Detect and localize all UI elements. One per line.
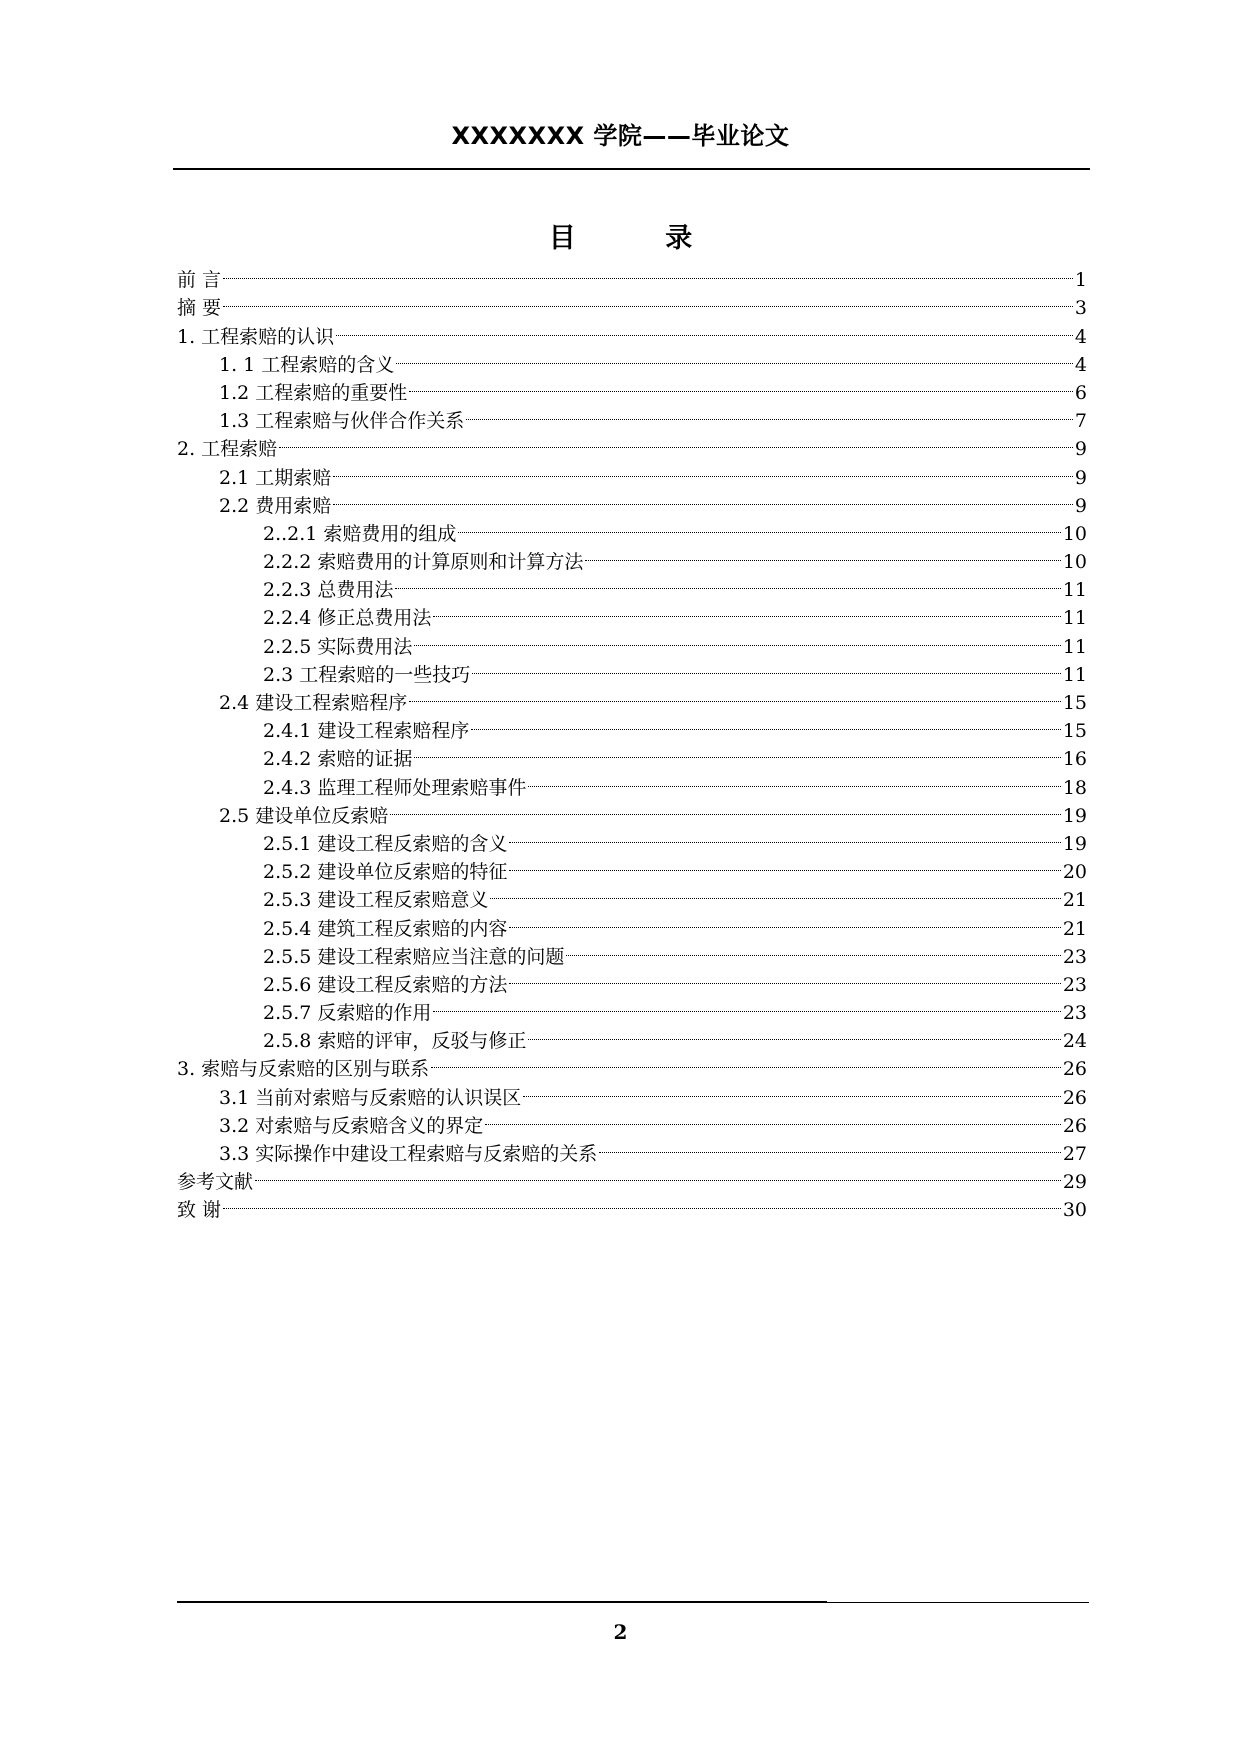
toc-dot-leader — [390, 794, 1061, 822]
toc-entry-page: 30 — [1062, 1199, 1087, 1222]
toc-entry-page: 15 — [1062, 692, 1087, 714]
toc-entry-page: 6 — [1074, 381, 1087, 404]
toc-entry-page: 29 — [1062, 1171, 1087, 1194]
toc-entry-title: 2.5.8 索赔的评审，反驳与修正 — [263, 1030, 527, 1053]
toc-entry-page: 1 — [1074, 269, 1087, 292]
toc-dot-leader — [223, 1188, 1061, 1216]
toc-entry-page: 10 — [1062, 522, 1087, 545]
toc-dot-leader — [599, 1132, 1061, 1160]
toc-entry[interactable] — [177, 314, 1087, 348]
toc-entry-title: 2..2.1 索赔费用的组成 — [263, 522, 457, 545]
toc-entry[interactable] — [177, 427, 1087, 461]
toc-dot-leader — [509, 963, 1060, 991]
toc-dot-leader — [509, 822, 1060, 850]
toc-dot-leader — [279, 427, 1073, 455]
toc-entry-page: 24 — [1062, 1030, 1087, 1053]
toc-entry-page: 27 — [1062, 1143, 1087, 1165]
toc-entry-title: 2.4.1 建设工程索赔程序 — [263, 720, 470, 743]
toc-dot-leader — [471, 709, 1060, 737]
toc-entry-page: 26 — [1062, 1114, 1087, 1137]
toc-entry-title: 1.3 工程索赔与伙伴合作关系 — [219, 410, 465, 433]
toc-entry-page: 20 — [1062, 861, 1087, 884]
toc-entry-title: 1.2 工程索赔的重要性 — [219, 381, 408, 404]
toc-dot-leader — [485, 1104, 1061, 1132]
toc-dot-leader — [509, 906, 1060, 934]
toc-entry-page: 19 — [1062, 804, 1087, 827]
toc-entry-title: 2.5.1 建设工程反索赔的含义 — [263, 832, 508, 855]
toc-entry-title: 3.1 当前对索赔与反索赔的认识误区 — [219, 1086, 522, 1109]
footer-rule — [177, 1602, 1089, 1603]
toc-entry-title: 致 谢 — [177, 1199, 222, 1222]
toc-dot-leader — [395, 568, 1060, 596]
toc-dot-leader — [409, 681, 1061, 709]
toc-dot-leader — [490, 878, 1060, 906]
toc-entry-page: 9 — [1074, 494, 1087, 517]
toc-entry-page: 11 — [1062, 663, 1087, 686]
toc-dot-leader — [414, 624, 1060, 652]
toc-dot-leader — [223, 286, 1073, 314]
toc-dot-leader — [472, 653, 1061, 681]
header-rule — [173, 168, 1090, 170]
toc-entry-page: 11 — [1062, 635, 1087, 658]
toc-entry-title: 2.5.4 建筑工程反索赔的内容 — [263, 917, 508, 940]
toc-dot-leader — [433, 596, 1060, 624]
toc-dot-leader — [585, 540, 1060, 568]
toc-entry-title: 3.2 对索赔与反索赔含义的界定 — [219, 1114, 484, 1137]
toc-entry-title: 2.5.7 反索赔的作用 — [263, 1002, 432, 1025]
toc-entry-page: 3 — [1074, 297, 1087, 320]
toc-entry-page: 7 — [1074, 410, 1087, 433]
toc-entry-title: 1. 1 工程索赔的含义 — [219, 353, 395, 376]
toc-entry-title: 2.5 建设单位反索赔 — [219, 804, 389, 827]
toc-entry-title: 2.2.4 修正总费用法 — [263, 607, 432, 630]
toc-entry-title: 3. 索赔与反索赔的区别与联系 — [177, 1058, 430, 1081]
toc-entry-title: 2.2.2 索赔费用的计算原则和计算方法 — [263, 551, 584, 574]
toc-dot-leader — [336, 314, 1073, 342]
toc-entry-page: 16 — [1062, 748, 1087, 771]
toc-entry-title: 2.5.2 建设单位反索赔的特征 — [263, 861, 508, 884]
toc-entry-page: 19 — [1062, 832, 1087, 855]
toc-dot-leader — [333, 455, 1073, 483]
toc-dot-leader — [458, 512, 1060, 540]
toc-entry-page: 11 — [1062, 607, 1087, 630]
toc-dot-leader — [528, 765, 1060, 793]
toc-entry-title: 摘 要 — [177, 297, 222, 320]
toc-dot-leader — [396, 343, 1073, 371]
toc-entry-title: 2.2.5 实际费用法 — [263, 635, 413, 658]
toc-entry-page: 23 — [1062, 945, 1087, 968]
toc-dot-leader — [223, 258, 1073, 286]
toc-entry-page: 23 — [1062, 973, 1087, 996]
table-of-contents — [177, 258, 1087, 1222]
toc-entry-title: 2.4 建设工程索赔程序 — [219, 692, 408, 714]
toc-entry-page: 4 — [1074, 325, 1087, 348]
toc-dot-leader — [433, 991, 1060, 1019]
toc-entry-title: 2.2 费用索赔 — [219, 494, 332, 517]
toc-entry-page: 21 — [1062, 917, 1087, 940]
toc-entry-title: 前 言 — [177, 269, 222, 292]
toc-entry-page: 23 — [1062, 1002, 1087, 1025]
toc-entry-title: 2.5.5 建设工程索赔应当注意的问题 — [263, 945, 565, 968]
toc-entry[interactable] — [177, 1188, 1087, 1222]
toc-entry-title: 2.1 工期索赔 — [219, 466, 332, 489]
toc-entry-page: 4 — [1074, 353, 1087, 376]
page-number: 2 — [613, 1620, 628, 1644]
toc-dot-leader — [409, 371, 1073, 399]
toc-entry-page: 10 — [1062, 551, 1087, 574]
toc-entry-title: 2.5.3 建设工程反索赔意义 — [263, 889, 489, 912]
toc-entry-page: 21 — [1062, 889, 1087, 912]
toc-entry-title: 2.4.3 监理工程师处理索赔事件 — [263, 776, 527, 799]
toc-entry-page: 9 — [1074, 466, 1087, 489]
toc-entry-page: 26 — [1062, 1086, 1087, 1109]
toc-entry-title: 2.4.2 索赔的证据 — [263, 748, 413, 771]
toc-dot-leader — [414, 737, 1060, 765]
toc-entry-title: 参考文献 — [177, 1171, 254, 1194]
toc-entry-page: 9 — [1074, 438, 1087, 461]
toc-entry-page: 15 — [1062, 720, 1087, 743]
toc-entry-title: 2. 工程索赔 — [177, 438, 278, 461]
toc-entry-title: 2.2.3 总费用法 — [263, 579, 394, 602]
toc-dot-leader — [523, 1075, 1061, 1103]
toc-dot-leader — [333, 484, 1073, 512]
toc-dot-leader — [466, 399, 1073, 427]
toc-dot-leader — [431, 1047, 1061, 1075]
toc-title: 目 录 — [548, 223, 733, 254]
toc-entry[interactable] — [177, 455, 1087, 489]
toc-dot-leader — [528, 1019, 1060, 1047]
toc-entry-title: 2.3 工程索赔的一些技巧 — [263, 663, 471, 686]
running-header-title: XXXXXXX 学院——毕业论文 — [451, 122, 790, 150]
toc-entry-title: 1. 工程索赔的认识 — [177, 325, 335, 348]
toc-entry[interactable] — [177, 286, 1087, 320]
toc-entry[interactable] — [177, 258, 1087, 292]
toc-dot-leader — [255, 1160, 1061, 1188]
toc-dot-leader — [509, 850, 1060, 878]
toc-entry[interactable] — [177, 1160, 1087, 1194]
toc-entry-title: 2.5.6 建设工程反索赔的方法 — [263, 973, 508, 996]
toc-entry-page: 18 — [1062, 776, 1087, 799]
toc-entry-title: 3.3 实际操作中建设工程索赔与反索赔的关系 — [219, 1143, 598, 1165]
toc-entry-page: 26 — [1062, 1058, 1087, 1081]
toc-dot-leader — [566, 935, 1060, 963]
toc-entry-page: 11 — [1062, 579, 1087, 602]
